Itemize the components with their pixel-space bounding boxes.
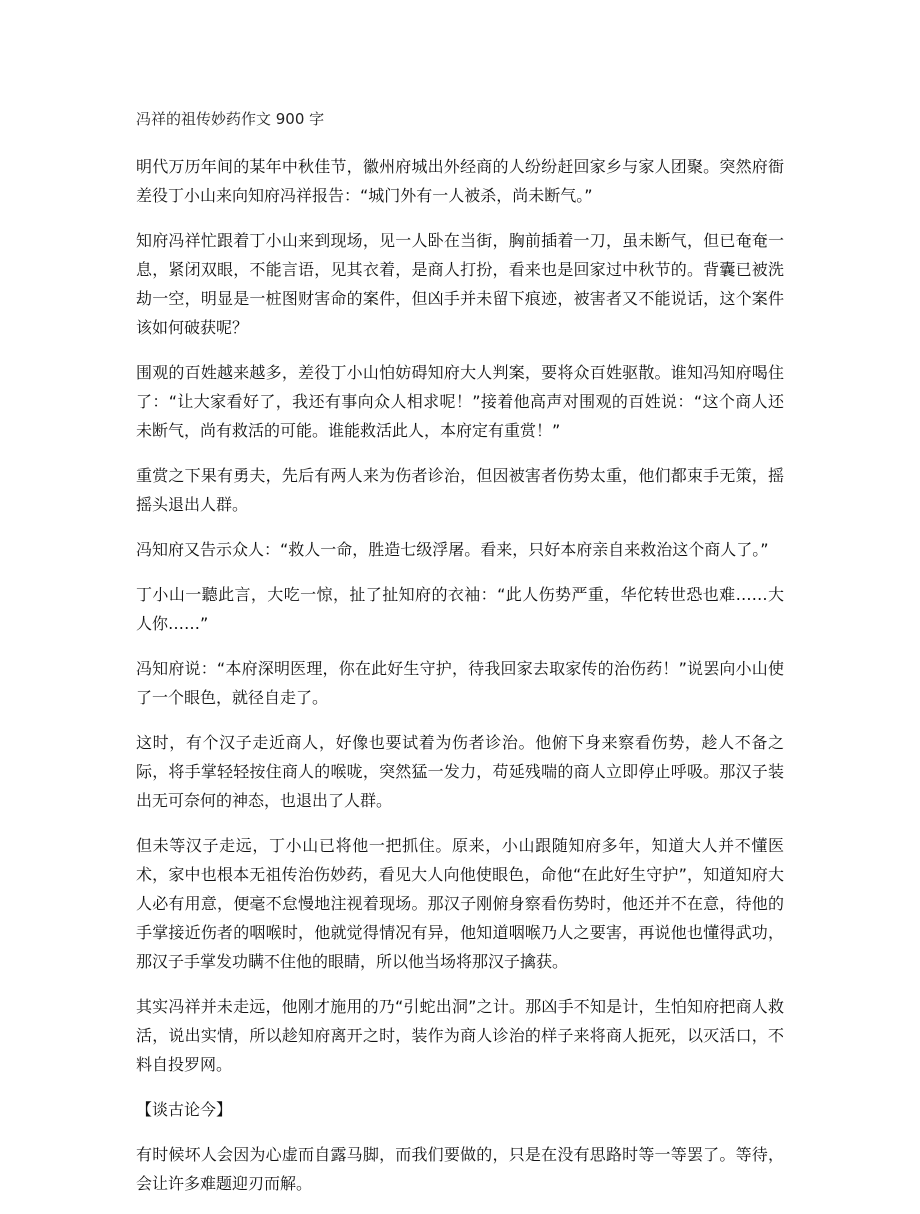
paragraph-6: 丁小山一聽此言，大吃一惊，扯了扯知府的衣袖：“此人伤势严重，华佗转世恐也难……大人你……” <box>136 585 784 633</box>
document-title: 冯祥的祖传妙药作文 900 字 <box>136 110 325 128</box>
closing-paragraph: 有时候坏人会因为心虚而自露马脚，而我们要做的，只是在没有思路时等一等罢了。等待，会让许多难题迎刃而解。 <box>136 1145 784 1193</box>
paragraph-8: 这时，有个汉子走近商人，好像也要试着为伤者诊治。他俯下身来察看伤势，趁人不备之际，将手掌轻轻按住商人的喉咙，突然猛一发力，苟延残喘的商人立即停止呼吸。那汉子装出无可奈何的神态，也退出了人群。 <box>136 733 784 810</box>
paragraph-7: 冯知府说：“本府深明医理，你在此好生守护，待我回家去取家传的治伤药！”说罢向小山使了一个眼色，就径自走了。 <box>136 659 784 707</box>
section-heading: 【谈古论今】 <box>136 1100 233 1119</box>
paragraph-2: 知府冯祥忙跟着丁小山来到现场，见一人卧在当街，胸前插着一刀，虽未断气，但已奄奄一息，紧闭双眼，不能言语，见其衣着，是商人打扮，看来也是回家过中秋节的。背囊已被洗劫一空，明显是一桩图财害命的案件，但凶手并未留下痕迹，被害者又不能说话，这个案件该如何破获呢？ <box>136 231 784 337</box>
paragraph-1: 明代万历年间的某年中秋佳节，徽州府城出外经商的人纷纷赶回家乡与家人团聚。突然府衙差役丁小山来向知府冯祥报告：“城门外有一人被杀，尚未断气。” <box>136 157 784 205</box>
paragraph-4: 重赏之下果有勇夫，先后有两人来为伤者诊治，但因被害者伤势太重，他们都束手无策，摇摇头退出人群。 <box>136 466 784 514</box>
paragraph-5: 冯知府又告示众人：“救人一命，胜造七级浮屠。看来，只好本府亲自来救治这个商人了。” <box>136 540 769 559</box>
paragraph-10: 其实冯祥并未走远，他刚才施用的乃“引蛇出洞”之计。那凶手不知是计，生怕知府把商人救活，说出实情，所以趁知府离开之时，装作为商人诊治的样子来将商人扼死，以灭活口，不料自投罗网。 <box>136 997 784 1074</box>
document-page <box>136 108 784 1214</box>
paragraph-3: 围观的百姓越来越多，差役丁小山怕妨碍知府大人判案，要将众百姓驱散。谁知冯知府喝住了：“让大家看好了，我还有事向众人相求呢！”接着他高声对围观的百姓说：“这个商人还未断气，尚有救活的可能。谁能救活此人，本府定有重赏！” <box>136 363 784 440</box>
paragraph-9: 但未等汉子走远，丁小山已将他一把抓住。原来，小山跟随知府多年，知道大人并不懂医术，家中也根本无祖传治伤妙药，看见大人向他使眼色，命他“在此好生守护”，知道知府大人必有用意，便毫不怠慢地注视着现场。那汉子刚俯身察看伤势时，他还并不在意，待他的手掌接近伤者的咽喉时，他就觉得情况有异，他知道咽喉乃人之要害，再说他也懂得武功，那汉子手掌发功瞒不住他的眼睛，所以他当场将那汉子擒获。 <box>136 836 784 971</box>
